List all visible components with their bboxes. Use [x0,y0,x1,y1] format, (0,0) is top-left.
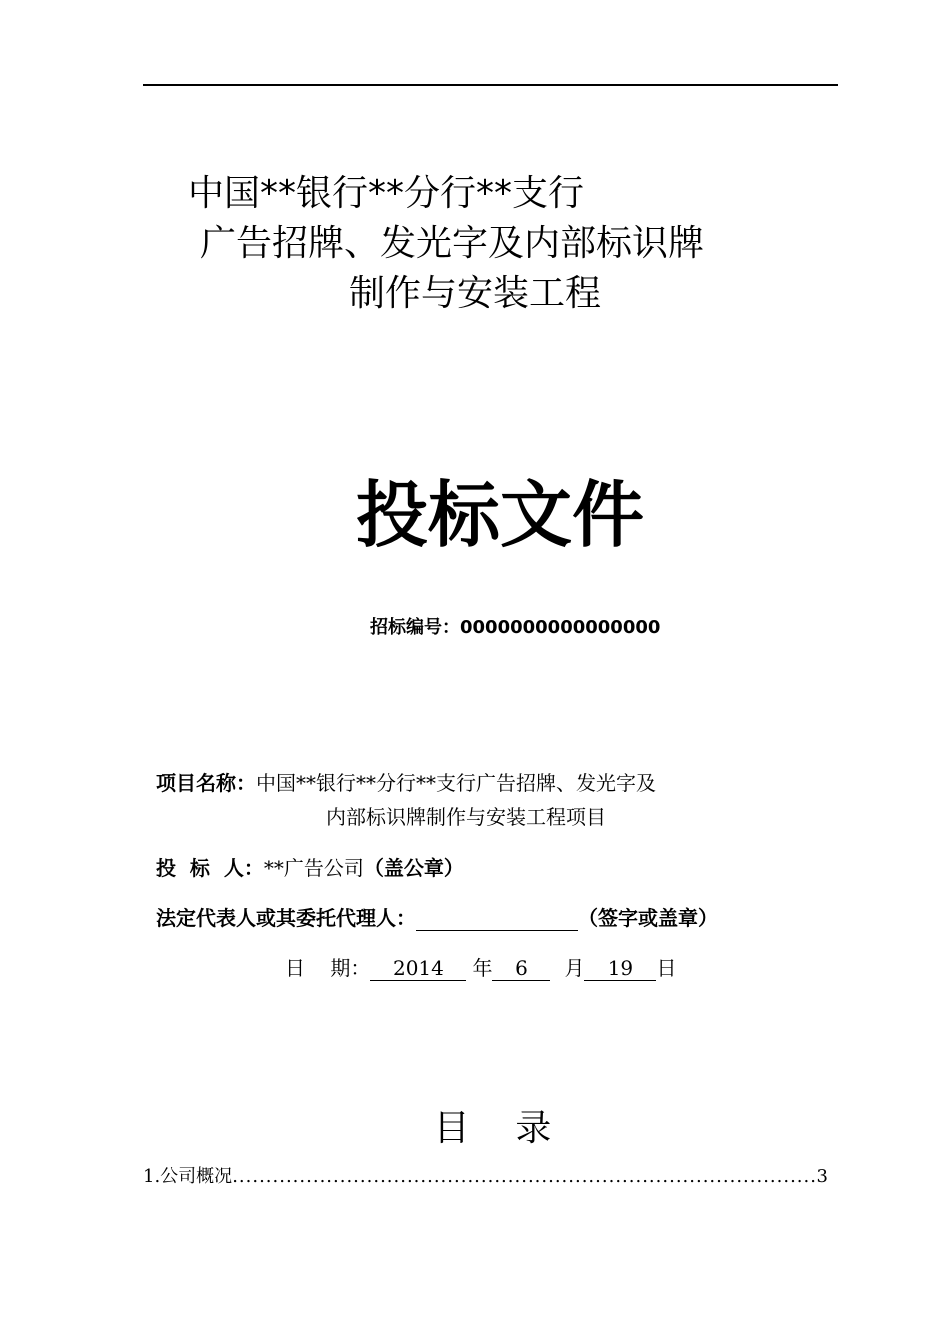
title-line-3: 制作与安装工程 [348,273,601,314]
bidder-value: **广告公司 [263,856,364,880]
project-name-line-1: 中国**银行**分行**支行广告招牌、发光字及 [256,771,656,795]
bidder-label: 投 标 人： [156,856,264,880]
date-label: 日 期： [285,956,371,980]
date-row [285,953,676,983]
date-year-unit: 年 [472,956,493,980]
toc-entry[interactable] [143,1163,828,1191]
toc-leader-dots [232,1163,816,1191]
toc-entry-page: 3 [816,1166,828,1187]
document-type-heading: 投标文件 [355,473,644,557]
toc-entry-label: 1.公司概况 [143,1166,233,1187]
date-year: 2014 [370,956,466,981]
project-name-row [156,768,656,798]
signature-note: （签字或盖章） [578,906,718,930]
project-name-line-2: 内部标识牌制作与安装工程项目 [326,805,606,829]
project-name-label: 项目名称： [156,771,256,795]
bid-number-value: 0000000000000000 [460,617,661,638]
title-line-1: 中国**银行**分行**支行 [188,173,585,214]
toc-title: 目 录 [433,1108,552,1149]
legal-representative-label: 法定代表人或其委托代理人： [156,906,416,930]
date-day: 19 [584,956,656,981]
signature-blank [416,906,578,931]
bid-number [370,615,660,641]
bidder-seal-note: （盖公章） [363,856,464,880]
bidder-row [156,853,464,883]
title-line-2: 广告招牌、发光字及内部标识牌 [200,223,705,264]
date-day-unit: 日 [656,956,677,980]
bid-number-label: 招标编号： [370,617,460,638]
date-month-unit: 月 [564,956,585,980]
date-month: 6 [492,956,550,981]
header-rule [143,84,838,86]
legal-representative-row [156,903,718,933]
